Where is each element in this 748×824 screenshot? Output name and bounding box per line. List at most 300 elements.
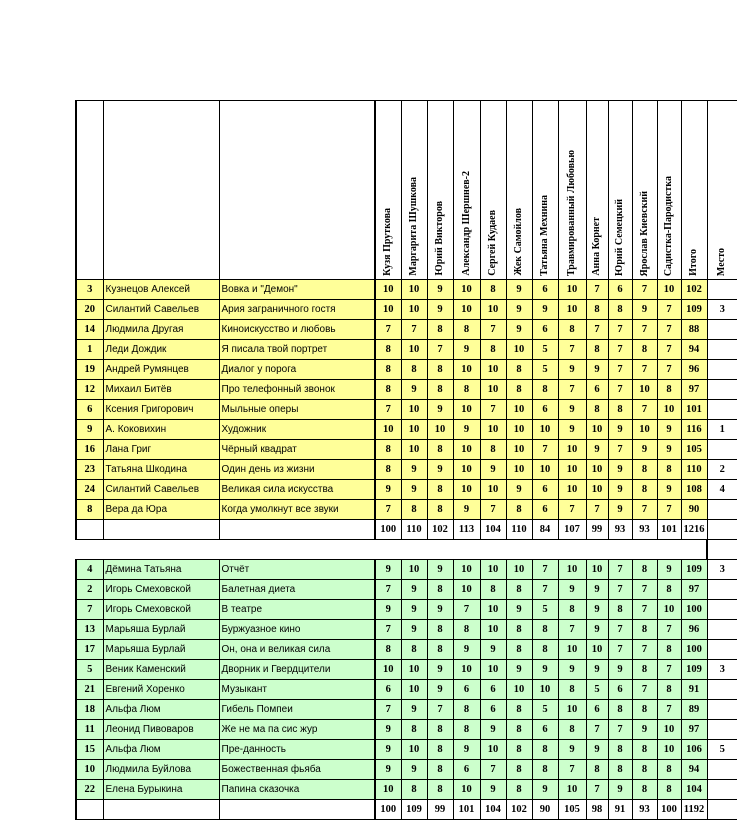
score-cell: 7 [608,320,632,340]
score-cell: 8 [608,600,632,620]
total-cell: 116 [681,420,707,440]
judge-header: Анна Корнет [586,101,608,280]
score-cell: 9 [375,760,401,780]
score-cell: 9 [453,640,480,660]
place-cell: 5 [707,740,737,760]
score-cell: 7 [608,340,632,360]
score-cell: 10 [586,480,608,500]
score-cell: 7 [375,620,401,640]
author-name: Людмила Буйлова [103,760,219,780]
score-cell: 7 [586,720,608,740]
score-cell: 10 [657,280,681,300]
score-cell: 8 [480,440,506,460]
author-name: Евгений Хоренко [103,680,219,700]
table-row [76,640,737,660]
score-cell: 7 [401,320,427,340]
place-cell [707,760,737,780]
score-cell: 7 [480,400,506,420]
place-cell [707,320,737,340]
work-title: Великая сила искусства [219,480,375,500]
place-cell: 3 [707,660,737,680]
total-cell: 97 [681,720,707,740]
score-cell: 5 [532,600,558,620]
score-cell: 8 [506,780,532,800]
score-cell: 10 [401,400,427,420]
entry-number: 6 [76,400,103,420]
score-cell: 7 [558,340,586,360]
score-cell: 10 [586,640,608,660]
score-cell: 10 [632,380,657,400]
score-cell: 9 [532,300,558,320]
judge-sum-cell: 100 [375,520,401,540]
score-cell: 7 [632,400,657,420]
total-cell: 110 [681,460,707,480]
score-cell: 7 [657,500,681,520]
place-header: Место [707,101,737,280]
total-cell: 108 [681,480,707,500]
score-cell: 6 [608,680,632,700]
total-cell: 109 [681,300,707,320]
table-row [76,320,737,340]
score-cell: 7 [657,620,681,640]
score-cell: 8 [558,600,586,620]
score-cell: 8 [453,720,480,740]
score-cell: 9 [453,420,480,440]
score-cell: 9 [401,380,427,400]
table-row [76,620,737,640]
entry-number: 1 [76,340,103,360]
score-cell: 9 [427,300,453,320]
score-cell: 6 [532,480,558,500]
author-name: Веник Каменский [103,660,219,680]
judge-sum-cell: 110 [401,520,427,540]
score-cell: 7 [608,620,632,640]
score-cell: 7 [532,560,558,580]
score-cell: 10 [586,420,608,440]
author-name: Андрей Румянцев [103,360,219,380]
score-cell: 7 [375,320,401,340]
score-cell: 7 [632,360,657,380]
score-cell: 10 [532,460,558,480]
score-cell: 7 [532,440,558,460]
score-cell: 10 [401,280,427,300]
entry-number: 22 [76,780,103,800]
score-cell: 9 [375,480,401,500]
score-cell: 9 [427,560,453,580]
table-row [76,440,737,460]
score-cell: 7 [586,500,608,520]
total-cell: 109 [681,660,707,680]
score-cell: 9 [586,740,608,760]
score-cell: 10 [480,480,506,500]
score-cell: 10 [480,660,506,680]
score-cell: 7 [375,580,401,600]
author-name: Ксения Григорович [103,400,219,420]
score-cell: 10 [558,460,586,480]
score-cell: 8 [657,780,681,800]
score-cell: 7 [558,760,586,780]
score-cell: 7 [632,280,657,300]
work-title: Про телефонный звонок [219,380,375,400]
judge-header: Кузя Пруткова [375,101,401,280]
score-cell: 8 [453,320,480,340]
grand-total-cell: 1216 [681,520,707,540]
number-header [76,101,103,280]
separator-cell [707,540,737,560]
score-cell: 9 [586,440,608,460]
score-cell: 7 [657,660,681,680]
place-cell [707,340,737,360]
entry-number: 3 [76,280,103,300]
entry-number: 15 [76,740,103,760]
judge-sum-cell: 99 [427,800,453,820]
place-cell [707,720,737,740]
score-cell: 7 [632,640,657,660]
score-cell: 9 [401,580,427,600]
separator-cell [76,540,707,560]
score-cell: 10 [558,280,586,300]
score-cell: 8 [427,360,453,380]
title-header [219,101,375,280]
score-cell: 8 [401,780,427,800]
score-cell: 6 [480,680,506,700]
judge-sum-cell: 109 [401,800,427,820]
table-row [76,560,737,580]
score-cell: 9 [427,600,453,620]
score-cell: 8 [401,640,427,660]
score-cell: 10 [427,420,453,440]
score-cell: 7 [632,580,657,600]
table-row [76,420,737,440]
judge-header: Ярослав Киевский [632,101,657,280]
score-cell: 9 [453,740,480,760]
work-title: Мыльные оперы [219,400,375,420]
score-cell: 7 [632,320,657,340]
score-cell: 9 [558,420,586,440]
table-row [76,600,737,620]
score-cell: 8 [427,440,453,460]
entry-number: 11 [76,720,103,740]
place-cell: 3 [707,300,737,320]
score-cell: 10 [453,280,480,300]
score-cell: 7 [608,640,632,660]
score-cell: 9 [427,280,453,300]
score-cell: 6 [532,280,558,300]
score-cell: 10 [558,700,586,720]
entry-number: 8 [76,500,103,520]
score-cell: 9 [375,560,401,580]
judge-header: Маргарита Шушкова [401,101,427,280]
score-cell: 10 [453,580,480,600]
total-cell: 94 [681,760,707,780]
score-cell: 7 [632,600,657,620]
score-cell: 5 [586,680,608,700]
entry-number: 13 [76,620,103,640]
score-cell: 7 [586,280,608,300]
score-cell: 9 [506,660,532,680]
table-row [76,340,737,360]
score-cell: 8 [427,720,453,740]
judge-header: Сергей Кудаев [480,101,506,280]
score-cell: 8 [586,760,608,780]
score-cell: 10 [480,620,506,640]
score-cell: 10 [453,460,480,480]
score-cell: 7 [657,320,681,340]
author-name: Марьяша Бурлай [103,640,219,660]
judge-sum-cell: 93 [632,800,657,820]
total-cell: 102 [681,280,707,300]
score-cell: 5 [532,340,558,360]
score-cell: 10 [401,420,427,440]
score-cell: 9 [657,560,681,580]
judge-sum-cell: 104 [480,520,506,540]
score-cell: 7 [608,440,632,460]
judge-header: Татьяна Мехнина [532,101,558,280]
score-cell: 9 [558,360,586,380]
score-cell: 7 [558,500,586,520]
score-cell: 6 [375,680,401,700]
score-cell: 10 [480,360,506,380]
score-cell: 8 [608,760,632,780]
place-cell [707,440,737,460]
score-cell: 8 [657,580,681,600]
score-cell: 9 [632,720,657,740]
score-cell: 10 [375,420,401,440]
table-row [76,480,737,500]
score-cell: 8 [427,760,453,780]
score-cell: 10 [401,300,427,320]
score-cell: 9 [401,600,427,620]
score-cell: 8 [632,460,657,480]
author-name: Игорь Смеховской [103,600,219,620]
score-cell: 9 [401,620,427,640]
author-name: Марьяша Бурлай [103,620,219,640]
judge-sum-cell: 98 [586,800,608,820]
score-cell: 8 [586,340,608,360]
score-cell: 9 [586,360,608,380]
empty-cell [219,800,375,820]
score-cell: 9 [608,780,632,800]
totals-row [76,520,737,540]
judge-sum-cell: 84 [532,520,558,540]
score-cell: 8 [586,400,608,420]
table-row [76,360,737,380]
score-cell: 8 [506,640,532,660]
judge-sum-cell: 110 [506,520,532,540]
score-cell: 9 [401,460,427,480]
score-cell: 9 [657,420,681,440]
total-cell: 97 [681,380,707,400]
score-cell: 8 [506,720,532,740]
score-cell: 10 [532,680,558,700]
judge-header: Юрий Викторов [427,101,453,280]
score-cell: 7 [608,360,632,380]
score-cell: 8 [632,740,657,760]
table-row [76,460,737,480]
score-cell: 8 [632,560,657,580]
score-cell: 8 [480,280,506,300]
author-name: А. Коковихин [103,420,219,440]
author-name: Людмила Другая [103,320,219,340]
score-cell: 9 [506,600,532,620]
score-cell: 8 [558,720,586,740]
score-cell: 9 [558,660,586,680]
judge-header: Юрий Семецкий [608,101,632,280]
score-cell: 7 [657,300,681,320]
score-cell: 8 [558,320,586,340]
score-cell: 7 [558,620,586,640]
total-cell: 104 [681,780,707,800]
score-cell: 8 [453,380,480,400]
judge-header: Травмированный Любовью [558,101,586,280]
score-cell: 10 [657,720,681,740]
total-cell: 90 [681,500,707,520]
score-cell: 10 [558,560,586,580]
score-cell: 10 [558,480,586,500]
score-cell: 8 [506,580,532,600]
score-cell: 10 [453,400,480,420]
work-title: Божественная фьяба [219,760,375,780]
score-cell: 8 [632,620,657,640]
work-title: Один день из жизни [219,460,375,480]
score-cell: 10 [657,740,681,760]
empty-cell [76,800,103,820]
work-title: Папина сказочка [219,780,375,800]
score-cell: 7 [558,380,586,400]
score-cell: 8 [480,340,506,360]
entry-number: 7 [76,600,103,620]
place-cell [707,680,737,700]
place-cell: 3 [707,560,737,580]
author-name: Леонид Пивоваров [103,720,219,740]
score-cell: 8 [632,780,657,800]
score-cell: 10 [375,660,401,680]
score-cell: 9 [375,720,401,740]
score-cell: 9 [657,480,681,500]
score-cell: 10 [401,660,427,680]
score-cell: 10 [480,600,506,620]
score-cell: 6 [532,320,558,340]
score-cell: 7 [608,560,632,580]
entry-number: 24 [76,480,103,500]
author-name: Татьяна Шкодина [103,460,219,480]
score-cell: 9 [657,440,681,460]
score-cell: 8 [632,480,657,500]
score-cell: 7 [632,680,657,700]
score-cell: 8 [506,500,532,520]
score-cell: 9 [427,460,453,480]
score-cell: 8 [375,460,401,480]
score-cell: 7 [375,500,401,520]
score-cell: 8 [427,640,453,660]
score-cell: 7 [657,360,681,380]
score-cell: 8 [427,620,453,640]
author-name: Кузнецов Алексей [103,280,219,300]
score-cell: 9 [375,740,401,760]
place-cell [707,500,737,520]
place-cell [707,640,737,660]
score-cell: 8 [506,380,532,400]
score-cell: 10 [632,420,657,440]
total-header: Итого [681,101,707,280]
score-cell: 8 [427,380,453,400]
place-cell [707,580,737,600]
empty-cell [76,520,103,540]
author-name: Вера да Юра [103,500,219,520]
score-cell: 8 [532,380,558,400]
score-cell: 8 [375,360,401,380]
work-title: Вовка и "Демон" [219,280,375,300]
score-cell: 10 [375,300,401,320]
empty-cell [707,520,737,540]
score-cell: 9 [453,340,480,360]
score-cell: 6 [586,380,608,400]
score-cell: 6 [586,700,608,720]
judge-sum-cell: 105 [558,800,586,820]
score-cell: 8 [480,580,506,600]
score-cell: 8 [453,620,480,640]
work-title: Киноискусство и любовь [219,320,375,340]
score-cell: 9 [401,760,427,780]
score-cell: 9 [480,720,506,740]
score-cell: 9 [586,620,608,640]
work-title: Когда умолкнут все звуки [219,500,375,520]
entry-number: 21 [76,680,103,700]
entry-number: 10 [76,760,103,780]
work-title: В театре [219,600,375,620]
score-cell: 10 [532,420,558,440]
score-cell: 7 [586,320,608,340]
score-cell: 7 [657,700,681,720]
score-cell: 8 [657,380,681,400]
score-cell: 9 [532,780,558,800]
judge-sum-cell: 107 [558,520,586,540]
table-row [76,760,737,780]
judge-header: Александр Шершнев-2 [453,101,480,280]
score-cell: 9 [608,480,632,500]
score-cell: 8 [375,440,401,460]
table-row [76,680,737,700]
score-cell: 8 [532,620,558,640]
score-cell: 7 [532,580,558,600]
score-cell: 10 [480,560,506,580]
place-cell [707,620,737,640]
total-cell: 88 [681,320,707,340]
place-cell [707,600,737,620]
total-cell: 106 [681,740,707,760]
score-cell: 8 [506,620,532,640]
score-cell: 7 [632,500,657,520]
score-cell: 10 [506,340,532,360]
score-cell: 9 [480,640,506,660]
score-cell: 8 [506,360,532,380]
table-row [76,720,737,740]
score-cell: 8 [427,740,453,760]
score-cell: 9 [632,300,657,320]
score-cell: 8 [427,480,453,500]
empty-cell [103,520,219,540]
author-name: Лана Григ [103,440,219,460]
score-cell: 7 [608,380,632,400]
work-title: Гибель Помпеи [219,700,375,720]
work-title: Дворник и Гвердцители [219,660,375,680]
score-cell: 9 [427,400,453,420]
totals-row [76,800,737,820]
score-cell: 8 [375,340,401,360]
score-cell: 8 [532,740,558,760]
score-cell: 7 [480,320,506,340]
entry-number: 23 [76,460,103,480]
